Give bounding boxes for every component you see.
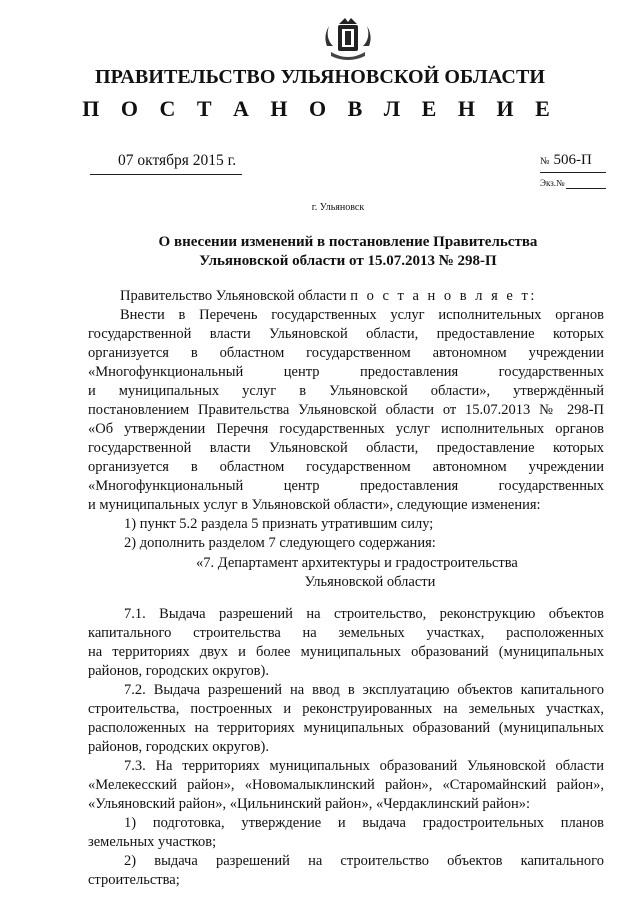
- city: г. Ульяновск: [311, 202, 365, 213]
- title-line: О внесении изменений в постановление Правительства: [158, 234, 538, 250]
- paragraph-line: «Многофункциональный центр предоставления государственных: [88, 364, 604, 380]
- section-title: «7. Департамент архитектуры и градостроительства: [196, 555, 518, 571]
- paragraph-line: расположенных на территориях муниципальных образований (муниципальных: [88, 720, 604, 736]
- preamble: [120, 287, 636, 306]
- preamble-verb: п о с т а н о в л я е т:: [350, 288, 537, 304]
- paragraph-line: на территориях двух и более муниципальных образований (муниципальных: [88, 644, 604, 660]
- paragraph-line: 7.1. Выдача разрешений на строительство, реконструкцию объектов: [124, 606, 604, 622]
- date-underline: [90, 174, 242, 175]
- copy-number-underline: [566, 188, 606, 189]
- document-title: [90, 233, 606, 271]
- paragraph-line: строительства, построенных и реконструированных на земельных участках,: [88, 701, 604, 717]
- title-line: Ульяновской области от 15.07.2013 № 298-П: [199, 253, 497, 269]
- paragraph-line: и муниципальных услуг в Ульяновской области», следующие изменения:: [88, 497, 541, 513]
- paragraph-line: Внести в Перечень государственных услуг исполнительных органов: [120, 307, 604, 323]
- paragraph-line: «Об утверждении Перечня государственных услуг исполнительных органов: [88, 421, 604, 437]
- paragraph-line: постановлением Правительства Ульяновской области от 15.07.2013 № 298-П: [88, 402, 604, 418]
- paragraph-line: 7.3. На территориях муниципальных образований Ульяновской области: [124, 758, 604, 774]
- document-number: [540, 152, 592, 169]
- paragraph-line: районов, городских округов).: [88, 739, 269, 755]
- paragraph-line: капитального строительства на земельных участках, расположенных: [88, 625, 604, 641]
- copy-number-label: Экз.№: [540, 178, 565, 188]
- section-title: Ульяновской области: [304, 574, 436, 590]
- coat-of-arms-icon: [321, 16, 375, 64]
- paragraph-line: 7.2. Выдача разрешений на ввод в эксплуатацию объектов капитального: [124, 682, 604, 698]
- paragraph-line: государственной власти Ульяновской области, предоставление которых: [88, 440, 604, 456]
- number-underline: [540, 172, 606, 173]
- document-date: 07 октября 2015 г.: [118, 152, 237, 169]
- paragraph-line: строительства;: [88, 872, 180, 888]
- paragraph-line: и муниципальных услуг в Ульяновской области», утверждённый: [88, 383, 604, 399]
- paragraph-line: организуется в областном государственном автономном учреждении: [88, 459, 604, 475]
- paragraph-line: «Ульяновский район», «Цильнинский район», «Чердаклинский район»:: [88, 796, 531, 812]
- organization-name: ПРАВИТЕЛЬСТВО УЛЬЯНОВСКОЙ ОБЛАСТИ: [94, 66, 546, 88]
- paragraph-line: организуется в областном государственном автономном учреждении: [88, 345, 604, 361]
- paragraph-line: «Многофункциональный центр предоставления государственных: [88, 478, 604, 494]
- number-value: 506-П: [553, 152, 592, 168]
- preamble-text: Правительство Ульяновской области: [120, 288, 347, 304]
- paragraph-line: районов, городских округов).: [88, 663, 269, 679]
- paragraph-line: государственной власти Ульяновской области, предоставление которых: [88, 326, 604, 342]
- document-type: П О С Т А Н О В Л Е Н И Е: [82, 96, 558, 121]
- list-item: 1) пункт 5.2 раздела 5 признать утратившим силу;: [124, 516, 434, 532]
- paragraph-line: 1) подготовка, утверждение и выдача градостроительных планов: [124, 815, 604, 831]
- paragraph-line: «Мелекесский район», «Новомалыклинский район», «Старомайнский район»,: [88, 777, 604, 793]
- paragraph-line: земельных участков;: [88, 834, 217, 850]
- number-sign: №: [540, 156, 550, 167]
- paragraph-line: 2) выдача разрешений на строительство объектов капитального: [124, 853, 604, 869]
- list-item: 2) дополнить разделом 7 следующего содержания:: [124, 535, 436, 551]
